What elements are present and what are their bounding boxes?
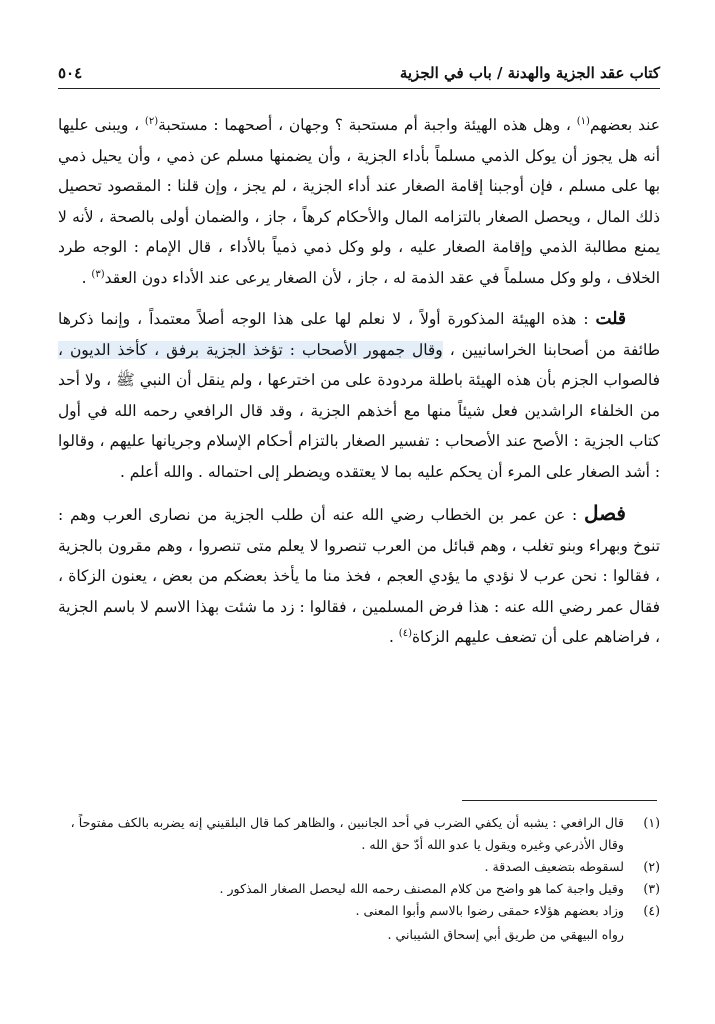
footnote-3-text: وقيل واجبة كما هو واضح من كلام المصنف رحمه الله ليحصل الصغار المذكور . bbox=[219, 881, 624, 896]
footnote-ref-4[interactable]: (٤) bbox=[398, 627, 412, 639]
footnotes bbox=[58, 812, 660, 946]
footnote-3 bbox=[58, 878, 660, 900]
footnote-4-continuation: رواه البيهقي من طريق أبي إسحاق الشيباني . bbox=[387, 927, 624, 942]
header-rule bbox=[58, 88, 660, 89]
footnote-4-number: (٤) bbox=[643, 903, 660, 918]
paragraph-3-part-2: . bbox=[388, 628, 399, 646]
footnote-4-text: وزاد بعضهم هؤلاء حمقى رضوا بالاسم وأبوا المعنى . bbox=[355, 903, 624, 918]
paragraph-2-part-2: فالصواب الجزم بأن هذه الهيئة باطلة مردودة على من اخترعها ، ولم ينقل أن النبي ﷺ ، ولا أحد من الخلفاء الراشدين فعل شيئاً منها مع أخذهم الجزية ، وقد قال الرافعي رحمه الله في أول كتاب الجزية : الأصح عند الأصحاب : تفسير الصغار بالتزام أحكام الإسلام وجريانها عليهم ، وقالوا : أشد الصغار على المرء أن يحكم عليه بما لا يعتقده ويضطر إلى احتماله . والله أعلم . bbox=[58, 371, 660, 481]
running-header bbox=[58, 62, 660, 86]
main-text bbox=[58, 110, 660, 653]
paragraph-2-part-1: : هذه الهيئة المذكورة أولاً ، لا نعلم لها على هذا الوجه أصلاً معتمداً ، وإنما ذكرها طائفة من أصحابنا الخراسانيين ، bbox=[58, 310, 660, 359]
paragraph-2 bbox=[58, 304, 660, 487]
paragraph-1-part-4: . bbox=[81, 268, 92, 287]
footnote-2-text: لسقوطه بتضعيف الصدقة . bbox=[484, 859, 624, 874]
footnote-1 bbox=[58, 812, 660, 856]
footnote-1-text: قال الرافعي : يشبه أن يكفي الضرب في أحد الجانبين ، والظاهر كما قال البلقيني إنه يضربه بالكف مفتوحاً ، وقال الأذرعي وغيره ويقول يا عدو الله أدّ حق الله . bbox=[70, 815, 624, 852]
footnote-ref-2[interactable]: (٢) bbox=[144, 115, 159, 127]
highlighted-passage[interactable]: وقال جمهور الأصحاب : تؤخذ الجزية برفق ، كأخذ الديون ، bbox=[58, 340, 443, 359]
footnote-rule bbox=[462, 800, 657, 801]
paragraph-3-lead: فصل bbox=[583, 501, 626, 525]
paragraph-3 bbox=[58, 498, 660, 653]
page-number: ٥٠٤ bbox=[58, 64, 83, 82]
footnote-2-number: (٢) bbox=[643, 859, 660, 874]
running-header-title: كتاب عقد الجزية والهدنة / باب في الجزية bbox=[399, 64, 660, 82]
paragraph-1 bbox=[58, 110, 660, 293]
paragraph-3-part-1: : عن عمر بن الخطاب رضي الله عنه أن طلب الجزية من نصارى العرب وهم : تنوخ وبهراء وبنو تغلب ، وهم قبائل من العرب تنصروا لا يعلم متى تنصروا ، وهم مقرون بالجزية ، فقالوا : نحن عرب لا نؤدي ما يؤدي العجم ، فخذ منا ما يأخذ بعضكم من بعض ، يعنون الزكاة ، فقال عمر رضي الله عنه : هذا فرض المسلمين ، فقالوا : زد ما شئت بهذا الاسم لا باسم الجزية ، فراضاهم على أن تضعف عليهم الزكاة bbox=[58, 506, 660, 646]
footnote-4 bbox=[58, 900, 660, 922]
footnote-ref-3[interactable]: (٣) bbox=[91, 268, 105, 280]
paragraph-1-part-3: ، ويبنى عليها أنه هل يجوز أن يوكل الذمي مسلماً بأداء الجزية ، وأن يضمنها مسلم عن ذمي ، وأن يحيل ذمي بها على مسلم ، فإن أوجبنا إقامة الصغار عند أداء الجزية ، لم يجز ، وإن قلنا : المقصود تحصيل ذلك المال ، ويحصل الصغار بالتزامه المال والأحكام كرهاً ، جاز ، والضمان أولى بالصحة ، لأنه لا يمنع مطالبة الذمي وإقامة الصغار عليه ، ولو وكل ذمي ذمياً بالأداء ، قال الإمام : الوجه طرد الخلاف ، ولو وكل مسلماً في عقد الذمة له ، جاز ، لأن الصغار يرعى عند الأداء دون العقد bbox=[58, 116, 660, 287]
footnote-1-number: (١) bbox=[643, 815, 660, 830]
paragraph-2-lead: قلت bbox=[595, 309, 626, 329]
footnote-3-number: (٣) bbox=[643, 881, 660, 896]
paragraph-1-part-2: ، وهل هذه الهيئة واجبة أم مستحبة ؟ وجهان ، أصحهما : مستحبة bbox=[158, 116, 577, 134]
paragraph-1-part-1: عند بعضهم bbox=[589, 116, 660, 134]
footnote-ref-1[interactable]: (١) bbox=[576, 115, 590, 127]
footnote-2 bbox=[58, 856, 660, 878]
